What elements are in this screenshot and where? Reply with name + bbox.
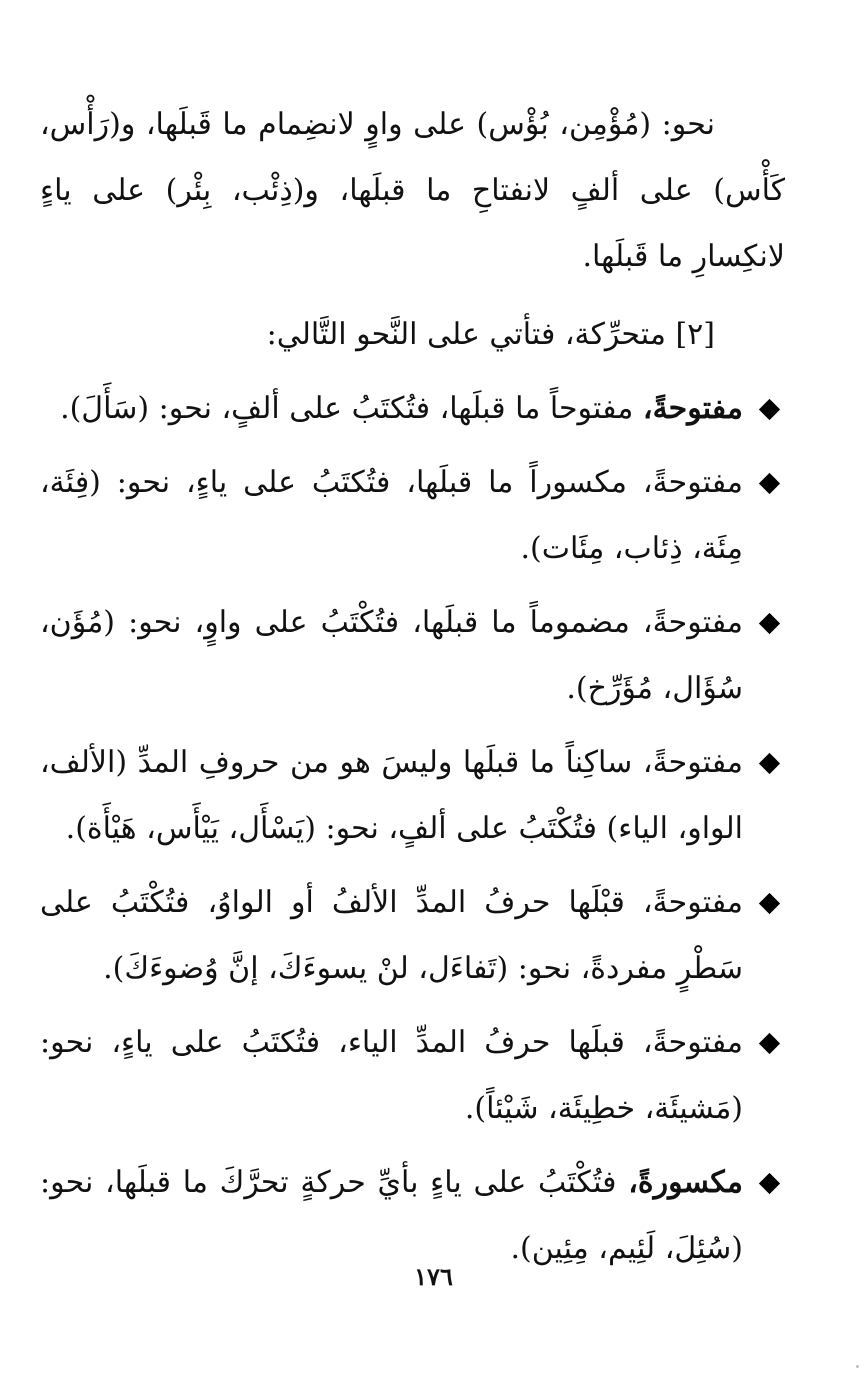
bullet-text: مفتوحاً ما قبلَها، فتُكتَبُ على ألفٍ، نحو: (سَأَلَ). (60, 391, 643, 426)
bullet-text: مفتوحةً، قبلَها حرفُ المدِّ الياء، فتُكتَبُ على ياءٍ، نحو: (مَشيئَة، خطِيئَة، شَيْئاً). (40, 1025, 743, 1126)
bullet-item-1 (40, 376, 785, 442)
scan-speck (856, 1365, 859, 1368)
diamond-bullet-icon (755, 450, 783, 516)
diamond-bullet-icon (755, 1150, 783, 1216)
bullet-text: مفتوحةً، مضموماً ما قبلَها، فتُكْتَبُ على واوٍ، نحو: (مُؤَن، سُؤَال، مُؤَرِّخ). (40, 605, 743, 706)
bullet-text: مفتوحةً، ساكِناً ما قبلَها وليسَ هو من حروفِ المدِّ (الألف، الواو، الياء) فتُكْتَبُ على ألفٍ، نحو: (يَسْأَل، يَيْأَس، هَيْأَة). (40, 745, 743, 846)
diamond-bullet-icon (755, 590, 783, 656)
bullet-item-4 (40, 730, 785, 862)
intro-paragraph: نحو: (مُؤْمِن، بُؤْس) على واوٍ لانضِمام ما قَبلَها، و(رَأْس، كَأْس) على ألفٍ لانفتاحِ ما قبلَها، و(ذِئْب، بِئْر) على ياءٍ لانكِسارِ ما قَبلَها. (40, 107, 785, 274)
bullet-item-6 (40, 1010, 785, 1142)
diamond-bullet-icon (755, 870, 783, 936)
bullet-lead: مكسورةً، (628, 1165, 743, 1200)
diamond-bullet-icon (755, 730, 783, 796)
page-number: ١٧٦ (414, 1262, 453, 1291)
diamond-bullet-icon (755, 376, 783, 442)
diamond-bullet-icon (755, 1010, 783, 1076)
bullet-item-5 (40, 870, 785, 1002)
bullet-text: مفتوحةً، مكسوراً ما قبلَها، فتُكتَبُ على ياءٍ، نحو: (فِئَة، مِئَة، ذِئاب، مِئَات). (40, 465, 743, 566)
bullet-text: مفتوحةً، قبْلَها حرفُ المدِّ الألفُ أو الواوُ، فتُكْتَبُ على سَطْرٍ مفردةً، نحو: (تَفاءَل، لنْ يسوءَكَ، إنَّ وُضوءَكَ). (40, 885, 743, 986)
bullet-item-3 (40, 590, 785, 722)
bullet-lead: مفتوحةً، (642, 391, 743, 426)
page-body (40, 92, 785, 1282)
moving-hamza-heading: [٢] متحرِّكة، فتأتي على النَّحو التَّالي: (266, 317, 715, 352)
bullet-text: فتُكْتَبُ على ياءٍ بأيِّ حركةٍ تحرَّكَ ما قبلَها، نحو: (سُئِلَ، لَئِيم، مِئِين). (40, 1165, 743, 1266)
bullet-item-2 (40, 450, 785, 582)
